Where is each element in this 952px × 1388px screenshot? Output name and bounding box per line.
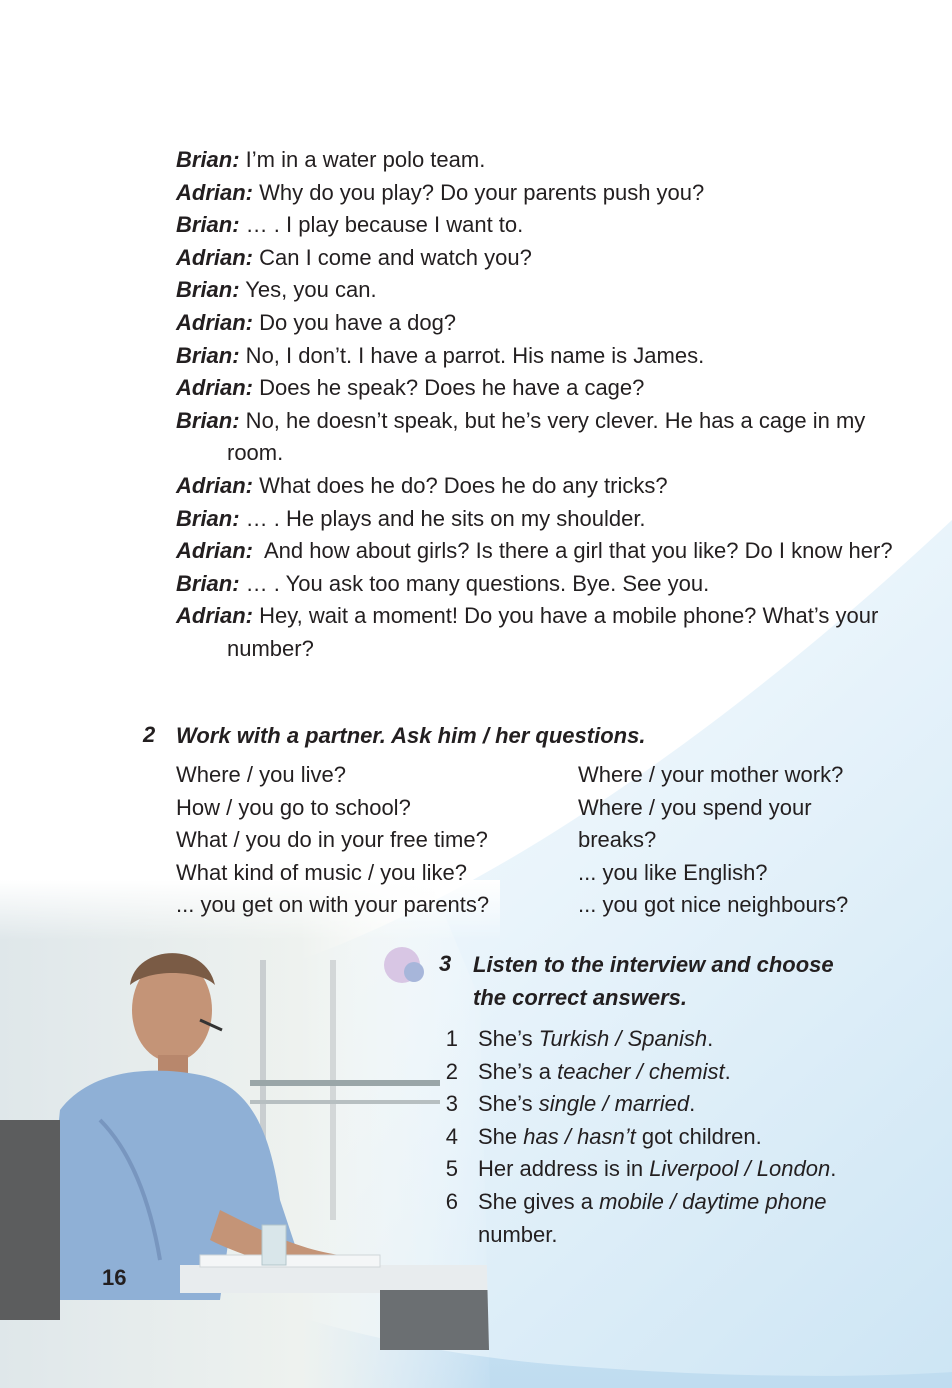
dialogue-line bbox=[176, 405, 896, 470]
dialogue-line bbox=[176, 535, 896, 568]
answer-text: . bbox=[689, 1091, 696, 1117]
speaker-name: Adrian: bbox=[176, 538, 253, 564]
answer-options[interactable]: mobile / daytime phone bbox=[599, 1188, 827, 1214]
exercise-2-number: 2 bbox=[143, 722, 156, 747]
question-item: ... you got nice neighbours? bbox=[578, 892, 849, 918]
answer-text: . bbox=[724, 1058, 731, 1084]
answer-number: 1 bbox=[445, 1026, 458, 1051]
questions-right-column bbox=[578, 759, 848, 922]
answer-options[interactable]: Turkish / Spanish bbox=[538, 1026, 708, 1051]
answer-item bbox=[440, 1186, 880, 1251]
answer-number: 5 bbox=[445, 1156, 458, 1182]
exercise-2-title: Work with a partner. Ask him / her questions. bbox=[176, 723, 646, 748]
speaker-name: Brian: bbox=[176, 407, 240, 433]
dialogue-text: … . I play because I want to. bbox=[239, 212, 524, 238]
question-item: How / you go to school? bbox=[176, 794, 411, 820]
answer-text: She’s bbox=[478, 1091, 539, 1117]
answer-item bbox=[440, 1153, 880, 1186]
dialogue-line bbox=[176, 503, 896, 536]
speaker-name: Adrian: bbox=[176, 603, 253, 629]
dialogue-text: Hey, wait a moment! Do you have a mobile phone? What’s your number? bbox=[227, 603, 885, 661]
exercise-3-title-line: the correct answers. bbox=[473, 984, 687, 1010]
answer-list bbox=[440, 1023, 880, 1251]
question-item: breaks? bbox=[578, 827, 657, 853]
dialogue-line bbox=[176, 568, 896, 601]
dialogue-text: What does he do? Does he do any tricks? bbox=[253, 472, 668, 498]
question-item: Where / you live? bbox=[176, 762, 346, 787]
page-number: 16 bbox=[102, 1265, 127, 1290]
speaker-name: Brian: bbox=[176, 570, 240, 596]
dialogue-line bbox=[176, 144, 896, 177]
question-item: What / you do in your free time? bbox=[176, 827, 488, 853]
answer-text: Her address is in bbox=[478, 1156, 650, 1182]
dialogue-text: Why do you play? Do your parents push you? bbox=[253, 179, 705, 205]
answer-text: She’s bbox=[478, 1026, 539, 1051]
answer-number: 2 bbox=[445, 1058, 458, 1084]
dialogue-text: No, I don’t. I have a parrot. His name is James. bbox=[239, 342, 705, 368]
dialogue-text: Can I come and watch you? bbox=[253, 244, 532, 270]
answer-options[interactable]: single / married bbox=[538, 1091, 690, 1117]
speaker-name: Brian: bbox=[176, 212, 240, 238]
answer-text: got children. bbox=[635, 1123, 762, 1149]
answer-item bbox=[440, 1088, 880, 1121]
question-item: Where / your mother work? bbox=[578, 762, 844, 787]
speaker-name: Brian: bbox=[176, 277, 240, 303]
answer-number: 6 bbox=[445, 1188, 458, 1214]
speaker-name: Brian: bbox=[176, 147, 240, 172]
questions-left-column bbox=[176, 759, 489, 922]
dialogue-text: No, he doesn’t speak, but he’s very clever. He has a cage in my room. bbox=[227, 407, 872, 466]
dialogue-text: Does he speak? Does he have a cage? bbox=[253, 375, 645, 401]
dialogue-line bbox=[176, 177, 896, 210]
dialogue-line bbox=[176, 600, 896, 665]
question-item: Where / you spend your bbox=[578, 794, 812, 820]
dialogue-text: … . He plays and he sits on my shoulder. bbox=[239, 505, 646, 531]
dialogue-text: I’m in a water polo team. bbox=[239, 147, 486, 172]
speaker-name: Adrian: bbox=[176, 375, 253, 401]
answer-text: She bbox=[478, 1123, 524, 1149]
dialogue-line bbox=[176, 242, 896, 275]
speaker-name: Adrian: bbox=[176, 309, 253, 335]
answer-item bbox=[440, 1056, 880, 1089]
answer-options[interactable]: Liverpool / London bbox=[649, 1156, 831, 1182]
answer-number: 4 bbox=[445, 1123, 458, 1149]
answer-item bbox=[440, 1023, 880, 1056]
exercise-3-title-line: Listen to the interview and choose bbox=[473, 952, 834, 977]
dialogue-text: Do you have a dog? bbox=[253, 309, 457, 335]
speaker-name: Brian: bbox=[176, 505, 240, 531]
dialogue-line bbox=[176, 340, 896, 373]
dialogue bbox=[176, 144, 896, 666]
dialogue-line bbox=[176, 470, 896, 503]
dialogue-line bbox=[176, 274, 896, 307]
dialogue-text: … . You ask too many questions. Bye. See you. bbox=[239, 570, 710, 596]
answer-number: 3 bbox=[445, 1091, 458, 1117]
dialogue-line bbox=[176, 372, 896, 405]
exercise-3-title bbox=[473, 949, 834, 1014]
answer-options[interactable]: teacher / chemist bbox=[557, 1058, 725, 1084]
answer-text: . bbox=[707, 1026, 714, 1051]
answer-text: . bbox=[830, 1156, 837, 1182]
answer-options[interactable]: has / hasn’t bbox=[523, 1123, 636, 1149]
question-item: ... you like English? bbox=[578, 859, 768, 885]
speaker-name: Adrian: bbox=[176, 179, 253, 205]
speaker-name: Adrian: bbox=[176, 244, 253, 270]
dialogue-line bbox=[176, 209, 896, 242]
dialogue-text: Yes, you can. bbox=[239, 277, 377, 303]
exercise-3-number: 3 bbox=[439, 951, 452, 976]
dialogue-text: And how about girls? Is there a girl that you like? Do I know her? bbox=[253, 538, 893, 564]
answer-text: She’s a bbox=[478, 1058, 558, 1084]
question-item: What kind of music / you like? bbox=[176, 859, 468, 885]
speaker-name: Adrian: bbox=[176, 472, 253, 498]
answer-text: number. bbox=[478, 1188, 833, 1247]
answer-item bbox=[440, 1121, 880, 1154]
speaker-name: Brian: bbox=[176, 342, 240, 368]
question-item: ... you get on with your parents? bbox=[176, 892, 490, 918]
dialogue-line bbox=[176, 307, 896, 340]
answer-text: She gives a bbox=[478, 1188, 600, 1214]
